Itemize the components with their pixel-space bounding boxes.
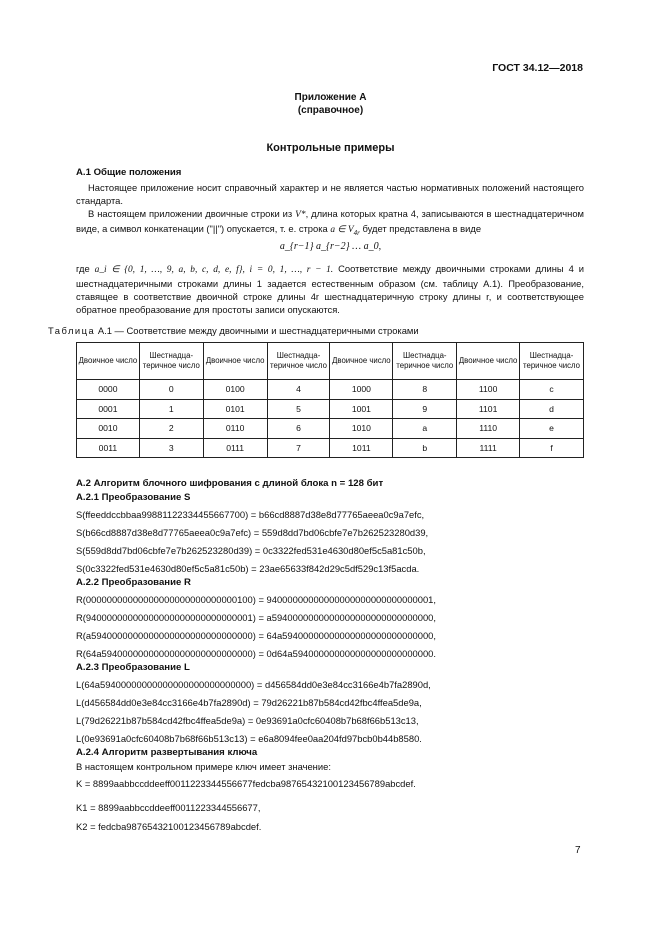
- p2-text-b: , длина которых кратна 4, записываются в шестнадцатеричном виде, а символ конкатенации ("||") опускается, т. е. строка: [76, 208, 584, 234]
- table-cell: 3: [139, 438, 203, 458]
- table-cell: 1000: [330, 380, 393, 400]
- section-a2-heading: А.2 Алгоритм блочного шифрования с длиной блока n = 128 бит: [76, 478, 384, 489]
- table-cell: 1010: [330, 419, 393, 439]
- s-transform-line: S(b66cd8887d38e8d77765aeea0c9a7efc) = 559d8dd7bd06cbfe7e7b262523280d39,: [76, 527, 429, 538]
- section-a23-heading: А.2.3 Преобразование L: [76, 662, 190, 673]
- table-cell: d: [520, 399, 584, 419]
- table-caption: [48, 325, 419, 336]
- table-cell: 0110: [203, 419, 267, 439]
- l-transform-line: L(79d26221b87b584cd42fbc4ffea5de9a) = 0e93691a0cfc60408b7b68f66b513c13,: [76, 715, 419, 726]
- table-cell: 0001: [77, 399, 140, 419]
- table-header-cell: Двоичное число: [203, 343, 267, 380]
- table-cell: 2: [139, 419, 203, 439]
- table-header-row: [77, 343, 584, 380]
- table-cell: 1111: [457, 438, 520, 458]
- section-a21-heading: А.2.1 Преобразование S: [76, 492, 191, 503]
- p3-text-b: Соответствие между двоичными строками длины 4 и шестнадцатеричными строками длины 1 задается естественным образом (см. таблицу А.1). Преобразование, ставящее в соответствие двоичной строке длины 4r шестнадцатеричную строку длины r, и соответствующее обратное преобразование для простоты записи опускаются.: [76, 263, 584, 315]
- key-k2-line: K2 = fedcba98765432100123456789abcdef.: [76, 821, 262, 832]
- p3-text-a: где: [76, 263, 95, 274]
- section-a1-paragraph-2: [76, 207, 584, 240]
- table-header-cell: Двоичное число: [77, 343, 140, 380]
- l-transform-line: L(64a59400000000000000000000000000) = d456584dd0e3e84cc3166e4b7fa2890d,: [76, 679, 431, 690]
- table-row: [77, 399, 584, 419]
- section-a1-heading: А.1 Общие положения: [76, 167, 182, 178]
- table-cell: 0000: [77, 380, 140, 400]
- table-header-cell: Шестнадца-теричное число: [139, 343, 203, 380]
- table-row: [77, 438, 584, 458]
- p2-text-a: В настоящем приложении двоичные строки из: [88, 208, 296, 219]
- formula-hex-string: a_{r−1} a_{r−2} … a_0,: [279, 241, 382, 252]
- p2-symbol: V*: [295, 210, 306, 220]
- table-cell: 8: [393, 380, 457, 400]
- table-cell: 1: [139, 399, 203, 419]
- table-cell: e: [520, 419, 584, 439]
- p2-text-d: будет представлена в виде: [359, 223, 482, 234]
- hex-binary-table: [76, 342, 584, 458]
- table-header-cell: Шестнадца-теричное число: [520, 343, 584, 380]
- table-cell: 5: [267, 399, 330, 419]
- table-cell: 0: [139, 380, 203, 400]
- appendix-subtitle: (справочное): [297, 105, 364, 116]
- document-standard-number: ГОСТ 34.12—2018: [492, 62, 583, 74]
- table-cell: a: [393, 419, 457, 439]
- appendix-title: Приложение А: [294, 92, 367, 103]
- table-cell: 1001: [330, 399, 393, 419]
- table-row: [77, 419, 584, 439]
- key-k1-line: K1 = 8899aabbccddeeff0011223344556677,: [76, 802, 261, 813]
- table-cell: 1101: [457, 399, 520, 419]
- page-number: 7: [575, 845, 581, 856]
- l-transform-line: L(d456584dd0e3e84cc3166e4b7fa2890d) = 79d26221b87b584cd42fbc4ffea5de9a,: [76, 697, 422, 708]
- table-cell: b: [393, 438, 457, 458]
- table-cell: 6: [267, 419, 330, 439]
- table-cell: 0100: [203, 380, 267, 400]
- table-cell: 9: [393, 399, 457, 419]
- table-cell: 0010: [77, 419, 140, 439]
- r-transform-line: R(a5940000000000000000000000000000) = 64a59400000000000000000000000000,: [76, 630, 436, 641]
- key-value-line: K = 8899aabbccddeeff0011223344556677fedcba98765432100123456789abcdef.: [76, 778, 416, 789]
- table-cell: 1110: [457, 419, 520, 439]
- l-transform-line: L(0e93691a0cfc60408b7b68f66b513c13) = e6a8094fee0aa204fd97bcb0b44b8580.: [76, 733, 422, 744]
- table-header-cell: Шестнадца-теричное число: [393, 343, 457, 380]
- table-cell: 0011: [77, 438, 140, 458]
- section-a1-paragraph-3: [76, 262, 584, 316]
- p3-condition: a_i ∈ {0, 1, …, 9, a, b, c, d, e, f}, i = 0, 1, …, r − 1.: [94, 265, 334, 275]
- p2-symbol-c: a ∈ V: [330, 225, 354, 235]
- table-caption-label: Таблица: [48, 325, 96, 336]
- table-cell: 1100: [457, 380, 520, 400]
- table-header-cell: Двоичное число: [330, 343, 393, 380]
- table-cell: 0101: [203, 399, 267, 419]
- section-a24-heading: А.2.4 Алгоритм развертывания ключа: [76, 747, 258, 758]
- section-a1-paragraph-1: Настоящее приложение носит справочный характер и не является частью нормативных положений настоящего стандарта.: [76, 182, 584, 206]
- table-cell: 7: [267, 438, 330, 458]
- table-cell: 0111: [203, 438, 267, 458]
- table-caption-text: А.1 — Соответствие между двоичными и шестнадцатеричными строками: [95, 325, 419, 336]
- s-transform-line: S(559d8dd7bd06cbfe7e7b262523280d39) = 0c3322fed531e4630d80ef5c5a81c50b,: [76, 545, 426, 556]
- table-header-cell: Двоичное число: [457, 343, 520, 380]
- table-cell: 4: [267, 380, 330, 400]
- table-cell: 1011: [330, 438, 393, 458]
- key-intro-text: В настоящем контрольном примере ключ имеет значение:: [76, 761, 331, 772]
- s-transform-line: S(0c3322fed531e4630d80ef5c5a81c50b) = 23ae65633f842d29c5df529c13f5acda.: [76, 563, 420, 574]
- table-cell: c: [520, 380, 584, 400]
- p2-subscript: 4r: [353, 228, 360, 237]
- table-cell: f: [520, 438, 584, 458]
- r-transform-line: R(64a59400000000000000000000000000) = 0d64a594000000000000000000000000.: [76, 648, 436, 659]
- table-header-cell: Шестнадца-теричное число: [267, 343, 330, 380]
- table-row: [77, 380, 584, 400]
- r-transform-line: R(00000000000000000000000000000100) = 94000000000000000000000000000001,: [76, 594, 436, 605]
- appendix-heading: Контрольные примеры: [266, 142, 395, 154]
- s-transform-line: S(ffeeddccbbaa99881122334455667700) = b66cd8887d38e8d77765aeea0c9a7efc,: [76, 509, 425, 520]
- r-transform-line: R(94000000000000000000000000000001) = a5940000000000000000000000000000,: [76, 612, 436, 623]
- section-a22-heading: А.2.2 Преобразование R: [76, 577, 191, 588]
